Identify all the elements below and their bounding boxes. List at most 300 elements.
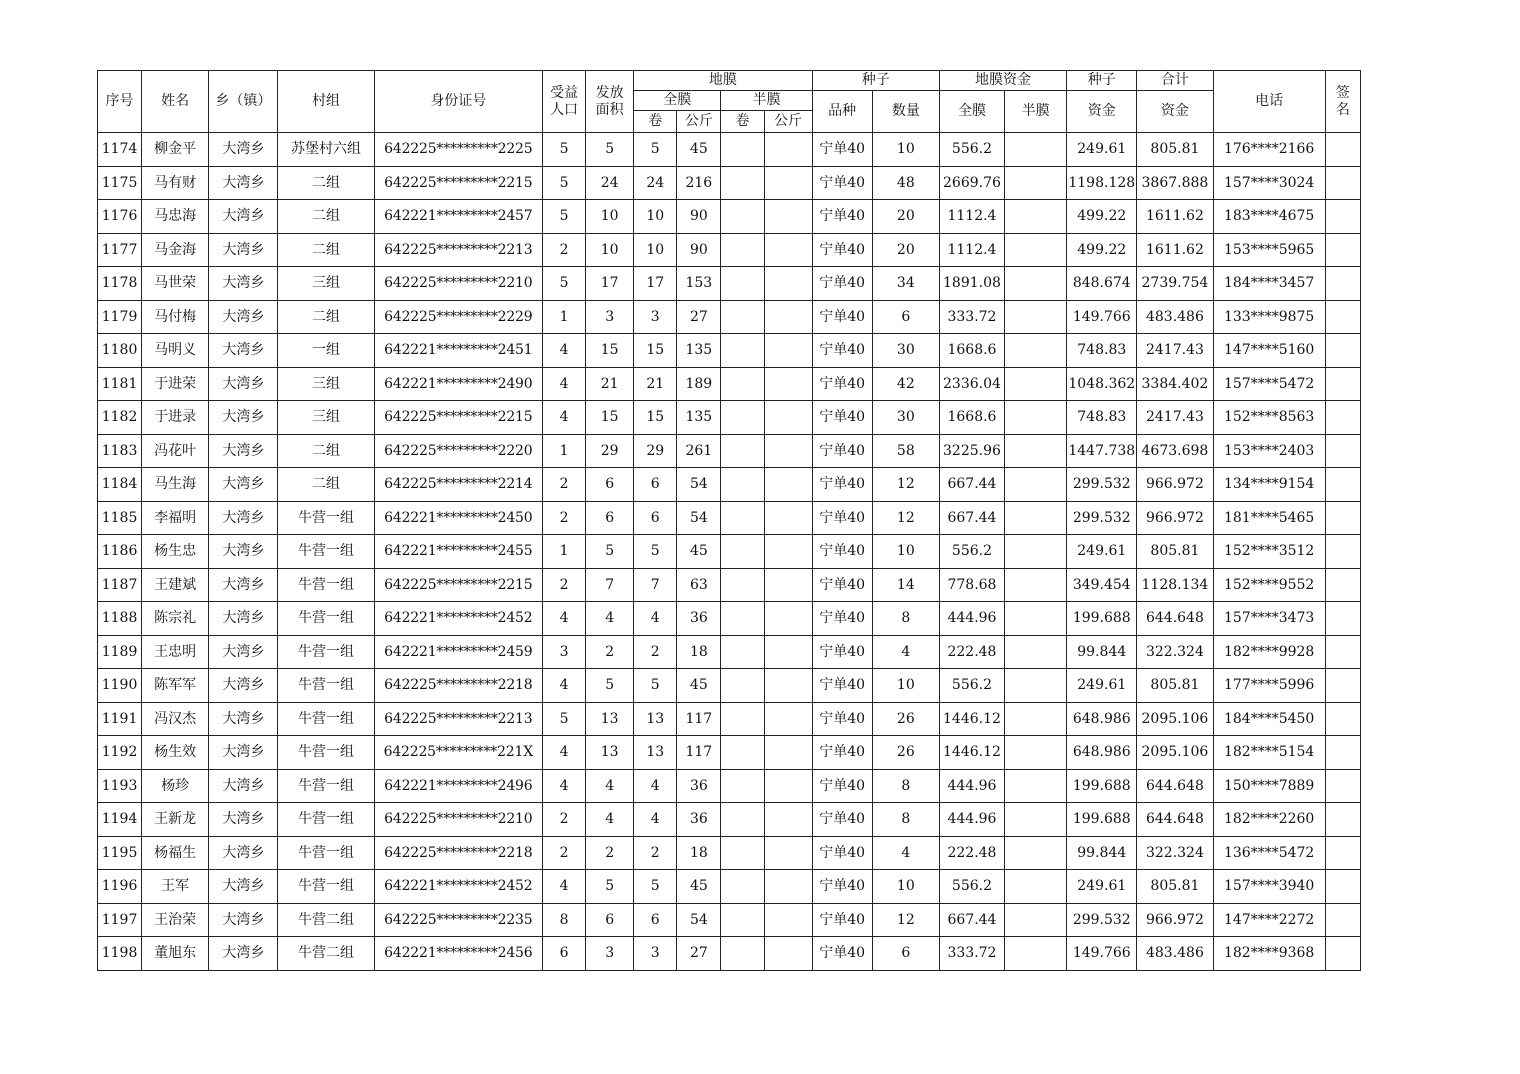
cell-total: 2095.106: [1137, 736, 1213, 770]
cell-people: 5: [543, 166, 586, 200]
cell-village: 牛营一组: [278, 803, 374, 837]
cell-roll: 2: [634, 836, 677, 870]
cell-quantity: 4: [872, 635, 939, 669]
cell-variety: 宁单40: [812, 736, 872, 770]
cell-people: 2: [543, 233, 586, 267]
header-sign-line2: 名: [1335, 101, 1350, 118]
cell-town: 大湾乡: [209, 702, 278, 736]
cell-area: 10: [586, 200, 634, 234]
cell-total: 644.648: [1137, 803, 1213, 837]
cell-roll-half: [721, 300, 764, 334]
cell-roll: 3: [634, 937, 677, 971]
cell-seq: 1198: [98, 937, 142, 971]
cell-area: 7: [586, 568, 634, 602]
cell-town: 大湾乡: [209, 434, 278, 468]
table-row: [98, 669, 1361, 703]
cell-quantity: 10: [872, 870, 939, 904]
cell-roll-half: [721, 702, 764, 736]
table-row: [98, 870, 1361, 904]
cell-sign: [1325, 836, 1360, 870]
cell-village: 牛营一组: [278, 535, 374, 569]
cell-id: 642221*********2455: [374, 535, 542, 569]
cell-kg-half: [764, 166, 812, 200]
cell-sign: [1325, 635, 1360, 669]
cell-sign: [1325, 200, 1360, 234]
table-row: [98, 133, 1361, 167]
cell-phone: 150****7889: [1213, 769, 1325, 803]
cell-variety: 宁单40: [812, 401, 872, 435]
header-name: 姓名: [142, 71, 209, 133]
table-row: [98, 903, 1361, 937]
table-row: [98, 434, 1361, 468]
cell-kg-half: [764, 133, 812, 167]
cell-people: 4: [543, 367, 586, 401]
cell-fund-half: [1005, 736, 1067, 770]
cell-seq: 1179: [98, 300, 142, 334]
cell-kg-half: [764, 736, 812, 770]
cell-quantity: 26: [872, 702, 939, 736]
cell-village: 牛营一组: [278, 602, 374, 636]
table-row: [98, 334, 1361, 368]
cell-roll-half: [721, 769, 764, 803]
cell-id: 642225*********2215: [374, 401, 542, 435]
cell-seq: 1197: [98, 903, 142, 937]
cell-kg: 18: [677, 635, 721, 669]
cell-seq: 1186: [98, 535, 142, 569]
table-row: [98, 602, 1361, 636]
cell-total: 644.648: [1137, 769, 1213, 803]
cell-phone: 176****2166: [1213, 133, 1325, 167]
cell-id: 642221*********2451: [374, 334, 542, 368]
cell-quantity: 30: [872, 401, 939, 435]
cell-people: 3: [543, 635, 586, 669]
header-kg: 公斤: [677, 111, 721, 133]
cell-seq: 1181: [98, 367, 142, 401]
cell-sign: [1325, 769, 1360, 803]
cell-fund-full: 444.96: [939, 602, 1004, 636]
cell-name: 杨生忠: [142, 535, 209, 569]
cell-name: 董旭东: [142, 937, 209, 971]
cell-village: 二组: [278, 434, 374, 468]
header-fund-full: 全膜: [939, 91, 1004, 133]
cell-seq: 1174: [98, 133, 142, 167]
cell-seq: 1192: [98, 736, 142, 770]
cell-roll: 29: [634, 434, 677, 468]
table-row: [98, 769, 1361, 803]
cell-roll-half: [721, 635, 764, 669]
cell-fund-half: [1005, 769, 1067, 803]
cell-quantity: 34: [872, 267, 939, 301]
cell-kg-half: [764, 468, 812, 502]
cell-variety: 宁单40: [812, 233, 872, 267]
cell-total: 322.324: [1137, 635, 1213, 669]
cell-fund-full: 778.68: [939, 568, 1004, 602]
cell-town: 大湾乡: [209, 568, 278, 602]
cell-seq: 1196: [98, 870, 142, 904]
cell-kg-half: [764, 568, 812, 602]
cell-fund-full: 1446.12: [939, 736, 1004, 770]
cell-variety: 宁单40: [812, 702, 872, 736]
cell-fund-full: 556.2: [939, 535, 1004, 569]
cell-id: 642221*********2490: [374, 367, 542, 401]
cell-variety: 宁单40: [812, 200, 872, 234]
table-row: [98, 300, 1361, 334]
cell-roll-half: [721, 937, 764, 971]
cell-name: 王建斌: [142, 568, 209, 602]
cell-roll-half: [721, 267, 764, 301]
cell-town: 大湾乡: [209, 635, 278, 669]
cell-village: 牛营一组: [278, 501, 374, 535]
cell-fund-full: 1668.6: [939, 401, 1004, 435]
table-row: [98, 468, 1361, 502]
cell-variety: 宁单40: [812, 635, 872, 669]
cell-kg: 117: [677, 702, 721, 736]
cell-fund-full: 333.72: [939, 937, 1004, 971]
cell-fund-half: [1005, 434, 1067, 468]
cell-total: 483.486: [1137, 937, 1213, 971]
cell-fund-full: 333.72: [939, 300, 1004, 334]
table-body: [98, 133, 1361, 971]
cell-fund-full: 556.2: [939, 133, 1004, 167]
cell-roll: 4: [634, 769, 677, 803]
cell-area: 29: [586, 434, 634, 468]
cell-roll-half: [721, 200, 764, 234]
cell-quantity: 8: [872, 803, 939, 837]
cell-fund-half: [1005, 870, 1067, 904]
cell-area: 5: [586, 535, 634, 569]
cell-quantity: 20: [872, 200, 939, 234]
header-fund-half: 半膜: [1005, 91, 1067, 133]
cell-fund-full: 667.44: [939, 468, 1004, 502]
cell-name: 马金海: [142, 233, 209, 267]
cell-fund-full: 444.96: [939, 803, 1004, 837]
cell-phone: 183****4675: [1213, 200, 1325, 234]
cell-people: 4: [543, 602, 586, 636]
cell-variety: 宁单40: [812, 870, 872, 904]
cell-sign: [1325, 568, 1360, 602]
cell-town: 大湾乡: [209, 233, 278, 267]
cell-kg: 45: [677, 133, 721, 167]
cell-roll-half: [721, 535, 764, 569]
cell-id: 642225*********2225: [374, 133, 542, 167]
cell-fund-full: 3225.96: [939, 434, 1004, 468]
cell-phone: 134****9154: [1213, 468, 1325, 502]
cell-people: 4: [543, 769, 586, 803]
cell-seed-fund: 249.61: [1067, 669, 1137, 703]
cell-seed-fund: 199.688: [1067, 769, 1137, 803]
cell-people: 4: [543, 669, 586, 703]
cell-fund-half: [1005, 300, 1067, 334]
cell-area: 4: [586, 803, 634, 837]
cell-seed-fund: 149.766: [1067, 937, 1137, 971]
cell-town: 大湾乡: [209, 836, 278, 870]
cell-fund-half: [1005, 334, 1067, 368]
cell-village: 牛营一组: [278, 702, 374, 736]
cell-id: 642225*********2210: [374, 803, 542, 837]
cell-quantity: 12: [872, 468, 939, 502]
cell-total: 805.81: [1137, 669, 1213, 703]
header-area: [586, 71, 634, 133]
cell-variety: 宁单40: [812, 267, 872, 301]
cell-people: 5: [543, 200, 586, 234]
cell-fund-half: [1005, 535, 1067, 569]
cell-quantity: 10: [872, 133, 939, 167]
cell-area: 6: [586, 501, 634, 535]
cell-seed-fund: 249.61: [1067, 133, 1137, 167]
cell-total: 805.81: [1137, 870, 1213, 904]
cell-roll-half: [721, 233, 764, 267]
cell-phone: 136****5472: [1213, 836, 1325, 870]
cell-kg-half: [764, 334, 812, 368]
cell-area: 21: [586, 367, 634, 401]
cell-name: 冯花叶: [142, 434, 209, 468]
cell-people: 4: [543, 401, 586, 435]
cell-kg: 54: [677, 501, 721, 535]
cell-kg: 90: [677, 233, 721, 267]
cell-area: 13: [586, 702, 634, 736]
cell-kg: 27: [677, 300, 721, 334]
cell-area: 17: [586, 267, 634, 301]
cell-seq: 1190: [98, 669, 142, 703]
cell-variety: 宁单40: [812, 166, 872, 200]
cell-phone: 152****9552: [1213, 568, 1325, 602]
header-people-line2: 人口: [550, 101, 579, 118]
cell-quantity: 12: [872, 501, 939, 535]
table-row: [98, 836, 1361, 870]
cell-variety: 宁单40: [812, 468, 872, 502]
cell-name: 杨福生: [142, 836, 209, 870]
cell-id: 642225*********2214: [374, 468, 542, 502]
cell-id: 642221*********2459: [374, 635, 542, 669]
cell-town: 大湾乡: [209, 769, 278, 803]
cell-sign: [1325, 468, 1360, 502]
cell-seq: 1188: [98, 602, 142, 636]
header-variety: 品种: [812, 91, 872, 133]
cell-total: 966.972: [1137, 903, 1213, 937]
cell-village: 牛营一组: [278, 836, 374, 870]
cell-town: 大湾乡: [209, 468, 278, 502]
cell-seq: 1177: [98, 233, 142, 267]
cell-fund-full: 1112.4: [939, 200, 1004, 234]
cell-total: 966.972: [1137, 501, 1213, 535]
cell-total: 2417.43: [1137, 334, 1213, 368]
cell-sign: [1325, 702, 1360, 736]
cell-roll: 2: [634, 635, 677, 669]
cell-variety: 宁单40: [812, 367, 872, 401]
cell-roll-half: [721, 602, 764, 636]
cell-variety: 宁单40: [812, 535, 872, 569]
cell-id: 642225*********2215: [374, 166, 542, 200]
cell-sign: [1325, 602, 1360, 636]
cell-seed-fund: 1198.128: [1067, 166, 1137, 200]
cell-seq: 1180: [98, 334, 142, 368]
header-film-fund: 地膜资金: [939, 71, 1066, 91]
cell-seed-fund: 299.532: [1067, 468, 1137, 502]
cell-fund-half: [1005, 702, 1067, 736]
cell-seq: 1195: [98, 836, 142, 870]
cell-id: 642225*********221X: [374, 736, 542, 770]
cell-people: 8: [543, 903, 586, 937]
cell-area: 5: [586, 870, 634, 904]
cell-town: 大湾乡: [209, 267, 278, 301]
cell-variety: 宁单40: [812, 334, 872, 368]
cell-variety: 宁单40: [812, 937, 872, 971]
cell-roll-half: [721, 434, 764, 468]
header-id: 身份证号: [374, 71, 542, 133]
cell-area: 4: [586, 602, 634, 636]
cell-roll: 5: [634, 535, 677, 569]
cell-phone: 181****5465: [1213, 501, 1325, 535]
cell-village: 二组: [278, 200, 374, 234]
cell-kg-half: [764, 669, 812, 703]
table-row: [98, 803, 1361, 837]
cell-phone: 182****9928: [1213, 635, 1325, 669]
cell-id: 642221*********2457: [374, 200, 542, 234]
cell-sign: [1325, 133, 1360, 167]
cell-variety: 宁单40: [812, 501, 872, 535]
cell-roll-half: [721, 803, 764, 837]
cell-id: 642221*********2456: [374, 937, 542, 971]
cell-people: 4: [543, 334, 586, 368]
cell-name: 李福明: [142, 501, 209, 535]
cell-phone: 157****3940: [1213, 870, 1325, 904]
cell-kg-half: [764, 401, 812, 435]
cell-kg-half: [764, 903, 812, 937]
table-row: [98, 233, 1361, 267]
cell-total: 644.648: [1137, 602, 1213, 636]
cell-village: 牛营一组: [278, 870, 374, 904]
cell-phone: 177****5996: [1213, 669, 1325, 703]
cell-people: 1: [543, 300, 586, 334]
cell-quantity: 6: [872, 937, 939, 971]
cell-sign: [1325, 334, 1360, 368]
cell-fund-half: [1005, 200, 1067, 234]
cell-roll-half: [721, 736, 764, 770]
cell-phone: 157****5472: [1213, 367, 1325, 401]
cell-roll-half: [721, 568, 764, 602]
cell-town: 大湾乡: [209, 501, 278, 535]
cell-village: 牛营二组: [278, 937, 374, 971]
header-people-line1: 受益: [550, 85, 579, 102]
cell-town: 大湾乡: [209, 535, 278, 569]
cell-sign: [1325, 736, 1360, 770]
cell-id: 642225*********2215: [374, 568, 542, 602]
cell-fund-full: 667.44: [939, 501, 1004, 535]
cell-kg: 117: [677, 736, 721, 770]
cell-seq: 1187: [98, 568, 142, 602]
cell-sign: [1325, 300, 1360, 334]
cell-village: 二组: [278, 300, 374, 334]
cell-fund-half: [1005, 836, 1067, 870]
cell-name: 马明义: [142, 334, 209, 368]
cell-village: 三组: [278, 367, 374, 401]
table-row: [98, 501, 1361, 535]
cell-town: 大湾乡: [209, 736, 278, 770]
cell-fund-half: [1005, 669, 1067, 703]
header-quantity: 数量: [872, 91, 939, 133]
cell-roll: 4: [634, 602, 677, 636]
cell-seed-fund: 848.674: [1067, 267, 1137, 301]
cell-fund-half: [1005, 401, 1067, 435]
cell-roll-half: [721, 501, 764, 535]
cell-fund-full: 556.2: [939, 870, 1004, 904]
cell-seed-fund: 748.83: [1067, 401, 1137, 435]
cell-id: 642225*********2218: [374, 836, 542, 870]
cell-sign: [1325, 903, 1360, 937]
cell-fund-half: [1005, 501, 1067, 535]
cell-area: 2: [586, 635, 634, 669]
cell-area: 6: [586, 903, 634, 937]
cell-fund-half: [1005, 166, 1067, 200]
cell-town: 大湾乡: [209, 166, 278, 200]
cell-name: 马有财: [142, 166, 209, 200]
cell-quantity: 10: [872, 669, 939, 703]
cell-sign: [1325, 669, 1360, 703]
cell-name: 马付梅: [142, 300, 209, 334]
cell-kg: 216: [677, 166, 721, 200]
cell-name: 马生海: [142, 468, 209, 502]
header-total-bottom: 资金: [1137, 91, 1213, 133]
cell-total: 1611.62: [1137, 233, 1213, 267]
cell-roll: 5: [634, 669, 677, 703]
cell-kg-half: [764, 803, 812, 837]
cell-sign: [1325, 803, 1360, 837]
cell-sign: [1325, 501, 1360, 535]
cell-people: 6: [543, 937, 586, 971]
cell-seed-fund: 149.766: [1067, 300, 1137, 334]
cell-roll: 6: [634, 903, 677, 937]
cell-name: 王治荣: [142, 903, 209, 937]
cell-variety: 宁单40: [812, 836, 872, 870]
cell-area: 2: [586, 836, 634, 870]
cell-total: 3384.402: [1137, 367, 1213, 401]
header-village: 村组: [278, 71, 374, 133]
cell-id: 642225*********2213: [374, 702, 542, 736]
cell-name: 陈军军: [142, 669, 209, 703]
header-film: 地膜: [634, 71, 812, 91]
cell-id: 642225*********2235: [374, 903, 542, 937]
cell-kg-half: [764, 367, 812, 401]
cell-fund-half: [1005, 367, 1067, 401]
table-header: [98, 71, 1361, 133]
header-seq: 序号: [98, 71, 142, 133]
cell-town: 大湾乡: [209, 870, 278, 904]
cell-roll: 5: [634, 870, 677, 904]
cell-roll: 21: [634, 367, 677, 401]
cell-quantity: 6: [872, 300, 939, 334]
table-row: [98, 937, 1361, 971]
header-town: 乡（镇）: [209, 71, 278, 133]
cell-variety: 宁单40: [812, 669, 872, 703]
cell-variety: 宁单40: [812, 769, 872, 803]
table-row: [98, 401, 1361, 435]
cell-roll-half: [721, 836, 764, 870]
cell-town: 大湾乡: [209, 903, 278, 937]
cell-variety: 宁单40: [812, 903, 872, 937]
cell-town: 大湾乡: [209, 334, 278, 368]
header-total-top: 合计: [1137, 71, 1213, 91]
cell-area: 13: [586, 736, 634, 770]
cell-phone: 152****3512: [1213, 535, 1325, 569]
cell-seed-fund: 499.22: [1067, 233, 1137, 267]
cell-roll-half: [721, 669, 764, 703]
cell-kg: 45: [677, 535, 721, 569]
cell-name: 于进荣: [142, 367, 209, 401]
cell-people: 5: [543, 267, 586, 301]
cell-kg-half: [764, 535, 812, 569]
cell-roll: 6: [634, 468, 677, 502]
cell-kg: 36: [677, 769, 721, 803]
